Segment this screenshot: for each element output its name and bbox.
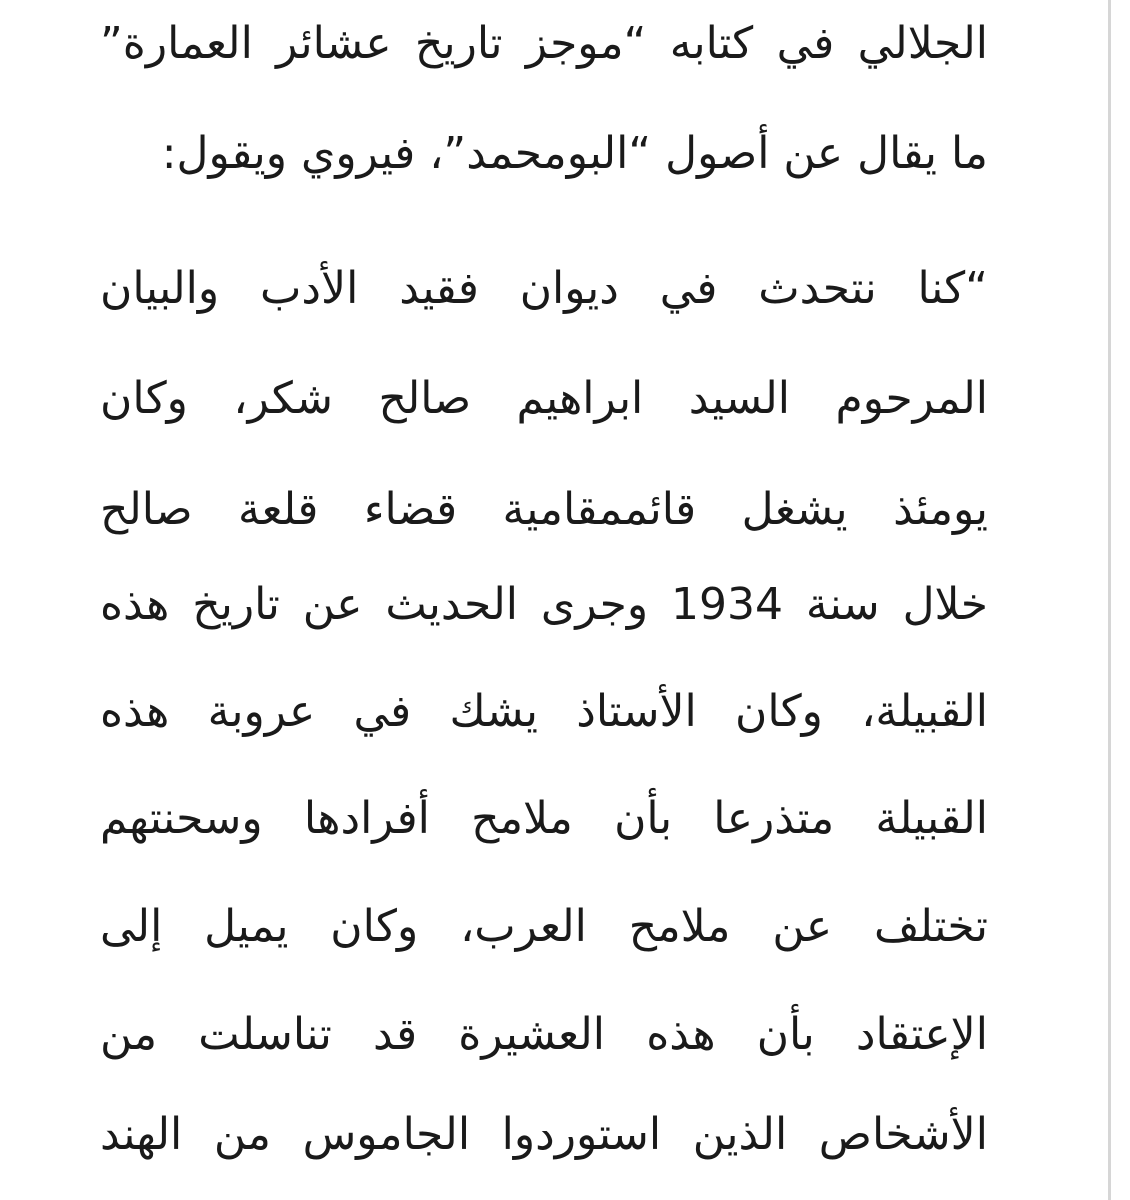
text-line: “كنا نتحدث في ديوان فقيد الأدب والبيان	[100, 263, 988, 314]
text-line: خلال سنة 1934 وجرى الحديث عن تاريخ هذه	[100, 579, 988, 630]
text-line: يومئذ يشغل قائممقامية قضاء قلعة صالح	[100, 484, 988, 535]
text-line: تختلف عن ملامح العرب، وكان يميل إلى	[100, 901, 988, 952]
text-line: الإعتقاد بأن هذه العشيرة قد تناسلت من	[100, 1009, 988, 1060]
text-line: الأشخاص الذين استوردوا الجاموس من الهند	[100, 1109, 988, 1160]
text-line: القبيلة، وكان الأستاذ يشك في عروبة هذه	[100, 686, 988, 737]
text-line: المرحوم السيد ابراهيم صالح شكر، وكان	[100, 373, 988, 424]
text-line: الجلالي في كتابه “موجز تاريخ عشائر العمارة”	[100, 18, 988, 69]
text-line: ما يقال عن أصول “البومحمد”، فيروي ويقول:	[161, 128, 988, 179]
text-line: القبيلة متذرعا بأن ملامح أفرادها وسحنتهم	[100, 793, 988, 844]
right-divider	[1108, 0, 1111, 1200]
